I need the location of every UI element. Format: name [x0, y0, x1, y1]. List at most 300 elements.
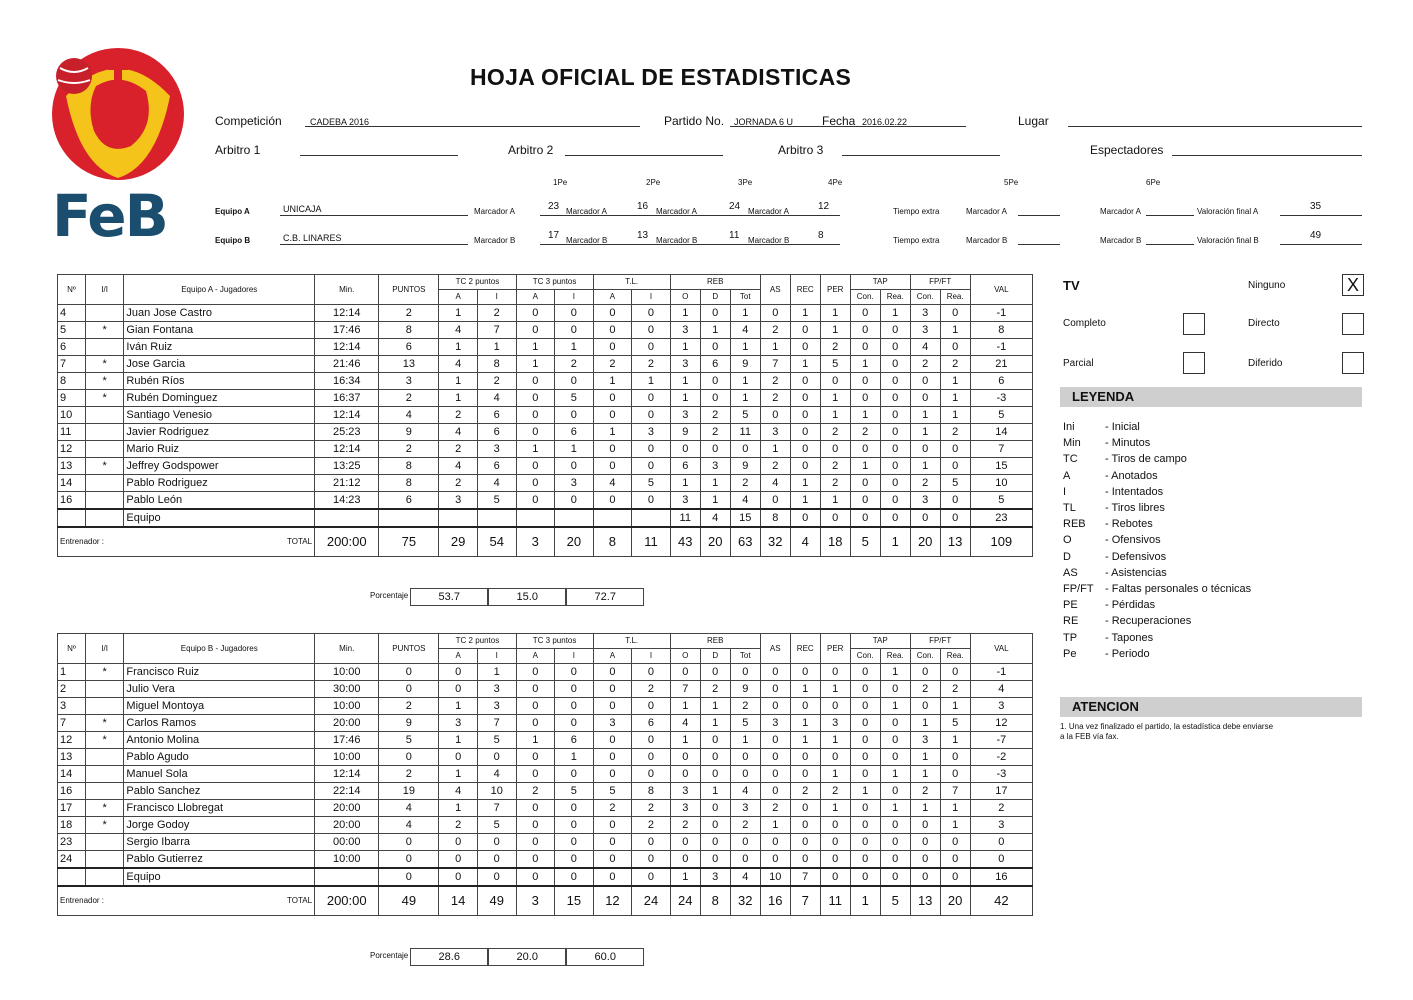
stat-cell: 4: [670, 715, 700, 732]
stat-cell: 3: [670, 407, 700, 424]
stat-cell: 1: [439, 732, 478, 749]
stat-cell: 13:25: [315, 458, 379, 475]
scoreA-2: 16: [637, 201, 649, 212]
completo-checkbox[interactable]: [1183, 313, 1205, 335]
stat-cell: 9: [730, 458, 760, 475]
legend-value: - Anotados: [1105, 469, 1158, 482]
player-name: Javier Rodriguez: [124, 424, 315, 441]
valoracionA-value: 35: [1310, 201, 1322, 212]
stat-cell: 0: [850, 851, 880, 869]
marcadorA-label-6: Marcador A: [1100, 207, 1141, 216]
stat-cell: 2: [555, 356, 594, 373]
pct-tc3-b: 20.0: [488, 948, 566, 966]
parcial-checkbox[interactable]: [1183, 352, 1205, 374]
stat-cell: 6: [670, 458, 700, 475]
total-cell: 63: [730, 527, 760, 557]
stat-cell: [85, 834, 124, 851]
stat-cell: 0: [790, 834, 820, 851]
stat-cell: 0: [760, 783, 790, 800]
stat-cell: 7: [477, 800, 516, 817]
stat-cell: [477, 509, 516, 527]
stat-cell: 0: [850, 698, 880, 715]
stat-cell: 0: [593, 390, 632, 407]
stat-cell: 3: [477, 698, 516, 715]
diferido-checkbox[interactable]: [1342, 352, 1364, 374]
subcol-6: O: [670, 649, 700, 664]
total-row: [58, 886, 1033, 916]
stat-cell: 0: [593, 817, 632, 834]
stat-cell: 11: [730, 424, 760, 441]
total-cell: 13: [940, 527, 970, 557]
stat-cell: 5: [970, 407, 1032, 424]
player-name: Pablo León: [124, 492, 315, 510]
stat-cell: 3: [58, 698, 86, 715]
stat-cell: 0: [439, 664, 478, 681]
stat-cell: 0: [555, 715, 594, 732]
stat-cell: 3: [379, 373, 439, 390]
stat-cell: 5: [58, 322, 86, 339]
stat-cell: 0: [730, 851, 760, 869]
stat-cell: 2: [940, 356, 970, 373]
arbitro1-label: Arbitro 1: [215, 143, 261, 157]
stat-cell: 2: [700, 407, 730, 424]
stat-cell: [58, 868, 86, 886]
stat-cell: 2: [700, 424, 730, 441]
stat-cell: 13: [58, 749, 86, 766]
stat-cell: [85, 424, 124, 441]
player-name: Antonio Molina: [124, 732, 315, 749]
stat-cell: 3: [555, 475, 594, 492]
stat-cell: 1: [910, 766, 940, 783]
stat-cell: 4: [439, 356, 478, 373]
stat-cell: [85, 698, 124, 715]
stat-cell: 1: [820, 322, 850, 339]
player-name: Pablo Agudo: [124, 749, 315, 766]
stat-cell: 7: [58, 356, 86, 373]
subcol-11: Con.: [910, 290, 940, 305]
stat-cell: 0: [700, 851, 730, 869]
stat-cell: 1: [910, 407, 940, 424]
stat-cell: 1: [760, 339, 790, 356]
stat-cell: 1: [760, 441, 790, 458]
subcol-5: I: [632, 290, 671, 305]
espectadores-label: Espectadores: [1090, 143, 1164, 157]
team-a-percentages: [370, 588, 644, 606]
stat-cell: [379, 509, 439, 527]
stat-cell: [85, 509, 124, 527]
legend-key: REB: [1063, 518, 1086, 531]
stat-cell: 6: [555, 424, 594, 441]
stat-cell: 0: [880, 390, 910, 407]
total-cell: 20: [555, 527, 594, 557]
legend-value: - Pérdidas: [1105, 599, 1156, 612]
stat-cell: 1: [670, 868, 700, 886]
stat-cell: 0: [850, 390, 880, 407]
stat-cell: 1: [910, 715, 940, 732]
stat-cell: 1: [790, 732, 820, 749]
player-row: [58, 458, 1033, 475]
stat-cell: 6: [632, 715, 671, 732]
pct-tc2-a: 53.7: [410, 588, 488, 606]
stat-cell: 0: [555, 681, 594, 698]
player-row: [58, 373, 1033, 390]
player-row: [58, 715, 1033, 732]
stat-cell: 0: [516, 458, 555, 475]
stat-cell: 5: [632, 475, 671, 492]
stat-cell: 0: [760, 851, 790, 869]
col-tl: T.L.: [593, 634, 670, 649]
stat-cell: 13: [58, 458, 86, 475]
stat-cell: 11: [58, 424, 86, 441]
stat-cell: 0: [477, 868, 516, 886]
stat-cell: 0: [820, 834, 850, 851]
player-row: [58, 749, 1033, 766]
stat-cell: 0: [880, 834, 910, 851]
fecha-label: Fecha: [822, 114, 856, 128]
total-cell: 7: [790, 886, 820, 916]
equipoA-name: UNICAJA: [283, 204, 322, 214]
stat-cell: 1: [58, 664, 86, 681]
stat-cell: 7: [477, 715, 516, 732]
stat-cell: 3: [760, 424, 790, 441]
player-row: [58, 868, 1033, 886]
stat-cell: 0: [632, 407, 671, 424]
stat-cell: 0: [555, 868, 594, 886]
stat-cell: 0: [555, 834, 594, 851]
stat-cell: 1: [940, 322, 970, 339]
legend-key: I: [1063, 485, 1067, 498]
stat-cell: 0: [477, 851, 516, 869]
stat-cell: 3: [593, 715, 632, 732]
stat-cell: 0: [880, 322, 910, 339]
stat-cell: 0: [940, 868, 970, 886]
stat-cell: *: [85, 800, 124, 817]
stat-cell: 4: [760, 475, 790, 492]
scoreA-3: 24: [729, 201, 741, 212]
stat-cell: 0: [555, 492, 594, 510]
directo-checkbox[interactable]: [1342, 313, 1364, 335]
valoracionB-value: 49: [1310, 230, 1322, 241]
player-row: [58, 817, 1033, 834]
stat-cell: 4: [439, 458, 478, 475]
stat-cell: 0: [632, 766, 671, 783]
legend-item: [1063, 486, 1163, 498]
stat-cell: 0: [790, 800, 820, 817]
stat-cell: 1: [439, 800, 478, 817]
stat-cell: 0: [593, 698, 632, 715]
stat-cell: 4: [379, 407, 439, 424]
subcol-0: A: [439, 290, 478, 305]
stat-cell: 0: [700, 664, 730, 681]
col-tap: TAP: [850, 275, 910, 290]
stat-cell: 2: [439, 817, 478, 834]
col-fpft: FP/FT: [910, 634, 970, 649]
total-cell: 11: [820, 886, 850, 916]
stat-cell: 23: [58, 834, 86, 851]
stat-cell: 5: [555, 783, 594, 800]
stat-cell: 1: [910, 458, 940, 475]
legend-key: PE: [1063, 599, 1078, 612]
stat-cell: 6: [58, 339, 86, 356]
stat-cell: 2: [477, 305, 516, 322]
marcadorB-label-3: Marcador B: [656, 236, 698, 245]
stat-cell: 7: [760, 356, 790, 373]
stat-cell: 0: [516, 492, 555, 510]
stat-cell: 0: [850, 475, 880, 492]
stat-cell: 1: [700, 475, 730, 492]
period-4: 4Pe: [828, 178, 843, 187]
stat-cell: 3: [910, 305, 940, 322]
total-cell: 20: [700, 527, 730, 557]
stat-cell: 5: [820, 356, 850, 373]
stat-cell: 2: [760, 373, 790, 390]
stat-cell: 8: [477, 356, 516, 373]
col-tl: T.L.: [593, 275, 670, 290]
stat-cell: 0: [880, 475, 910, 492]
stat-cell: 2: [910, 356, 940, 373]
stat-cell: 0: [555, 373, 594, 390]
stat-cell: 0: [940, 492, 970, 510]
stat-cell: [593, 509, 632, 527]
subcol-2: A: [516, 290, 555, 305]
total-cell: 12: [593, 886, 632, 916]
stat-cell: 4: [439, 424, 478, 441]
stat-cell: 21:46: [315, 356, 379, 373]
stat-cell: [439, 509, 478, 527]
player-name: Santiago Venesio: [124, 407, 315, 424]
marcadorA-label-3: Marcador A: [656, 207, 697, 216]
player-name: Francisco Llobregat: [124, 800, 315, 817]
stat-cell: 0: [850, 732, 880, 749]
partido-label: Partido No.: [664, 114, 725, 128]
stat-cell: 0: [910, 373, 940, 390]
player-name: Manuel Sola: [124, 766, 315, 783]
stat-cell: [85, 681, 124, 698]
player-row: [58, 322, 1033, 339]
player-name: Francisco Ruiz: [124, 664, 315, 681]
stat-cell: 0: [555, 458, 594, 475]
stat-cell: 0: [790, 424, 820, 441]
period-5: 5Pe: [1004, 178, 1019, 187]
stat-cell: 7: [670, 681, 700, 698]
stat-cell: 2: [760, 458, 790, 475]
player-name: Jose Garcia: [124, 356, 315, 373]
player-name: Iván Ruiz: [124, 339, 315, 356]
stat-cell: [85, 339, 124, 356]
stat-cell: 6: [555, 732, 594, 749]
stat-cell: 4: [379, 800, 439, 817]
ninguno-checkbox[interactable]: X: [1342, 274, 1364, 296]
stat-cell: 0: [593, 339, 632, 356]
completo-label: Completo: [1063, 318, 1106, 329]
stat-cell: 0: [670, 766, 700, 783]
stat-cell: 0: [555, 851, 594, 869]
stat-cell: [85, 441, 124, 458]
player-row: [58, 356, 1033, 373]
stat-cell: 1: [820, 407, 850, 424]
stat-cell: 0: [790, 766, 820, 783]
col-tap: TAP: [850, 634, 910, 649]
col-puntos: PUNTOS: [379, 275, 439, 305]
stat-cell: 0: [516, 664, 555, 681]
stat-cell: 12:14: [315, 407, 379, 424]
stat-cell: 10: [477, 783, 516, 800]
stat-cell: 0: [880, 851, 910, 869]
stat-cell: 5: [593, 783, 632, 800]
stat-cell: 1: [940, 732, 970, 749]
player-row: [58, 664, 1033, 681]
stat-cell: 1: [790, 356, 820, 373]
stat-cell: 1: [477, 664, 516, 681]
stat-cell: 8: [970, 322, 1032, 339]
player-row: [58, 732, 1033, 749]
stat-cell: 0: [670, 851, 700, 869]
total-cell: 1: [850, 886, 880, 916]
stat-cell: 0: [632, 749, 671, 766]
stat-cell: [85, 492, 124, 510]
subcol-11: Con.: [910, 649, 940, 664]
parcial-label: Parcial: [1063, 358, 1094, 369]
stat-cell: 0: [700, 373, 730, 390]
stat-cell: 3: [670, 800, 700, 817]
stat-cell: 1: [820, 681, 850, 698]
pct-tc2-b: 28.6: [410, 948, 488, 966]
legend-item: [1063, 502, 1165, 514]
stat-cell: 7: [790, 868, 820, 886]
stat-cell: 0: [555, 817, 594, 834]
stat-cell: 4: [730, 868, 760, 886]
stat-cell: 17:46: [315, 732, 379, 749]
player-name: Equipo: [124, 868, 315, 886]
stat-cell: 1: [850, 407, 880, 424]
scoreA-1: 23: [548, 201, 560, 212]
stat-cell: 0: [820, 441, 850, 458]
feb-logo-text: FeB: [52, 182, 167, 250]
stat-cell: 12: [58, 441, 86, 458]
stat-cell: 0: [790, 664, 820, 681]
stat-cell: 0: [593, 681, 632, 698]
stat-cell: 0: [700, 766, 730, 783]
subcol-5: I: [632, 649, 671, 664]
stat-cell: 13: [379, 356, 439, 373]
stat-cell: 0: [910, 868, 940, 886]
col-tc2: TC 2 puntos: [439, 275, 516, 290]
stat-cell: 4: [58, 305, 86, 322]
stat-cell: 1: [940, 390, 970, 407]
stat-cell: 1: [730, 732, 760, 749]
stat-cell: 0: [632, 458, 671, 475]
total-label: TOTAL: [287, 896, 313, 905]
header-row: [58, 275, 1033, 290]
stat-cell: 3: [910, 732, 940, 749]
stat-cell: 1: [555, 339, 594, 356]
stat-cell: 6: [477, 458, 516, 475]
stat-cell: 0: [477, 834, 516, 851]
legend-value: - Recuperaciones: [1105, 615, 1192, 628]
stat-cell: [85, 868, 124, 886]
stat-cell: 8: [379, 475, 439, 492]
legend-key: Ini: [1063, 421, 1075, 433]
stat-cell: 0: [516, 698, 555, 715]
stat-cell: 16: [58, 783, 86, 800]
stat-cell: 0: [880, 681, 910, 698]
player-row: [58, 681, 1033, 698]
subcol-6: O: [670, 290, 700, 305]
stat-cell: 2: [379, 766, 439, 783]
legend-value: - Inicial: [1105, 421, 1140, 433]
stat-cell: 0: [379, 868, 439, 886]
stat-cell: 0: [730, 749, 760, 766]
stat-cell: 1: [730, 339, 760, 356]
stat-cell: 0: [790, 458, 820, 475]
subcol-7: D: [700, 649, 730, 664]
stat-cell: 1: [439, 339, 478, 356]
stat-cell: 1: [670, 475, 700, 492]
stat-cell: 0: [880, 715, 910, 732]
stat-cell: 0: [632, 305, 671, 322]
total-cell: 49: [477, 886, 516, 916]
stat-cell: 2: [910, 783, 940, 800]
stat-cell: 4: [477, 766, 516, 783]
subcol-9: Con.: [850, 649, 880, 664]
total-cell: 24: [670, 886, 700, 916]
equipoB-label: Equipo B: [215, 236, 251, 245]
stat-cell: 15: [970, 458, 1032, 475]
subcol-8: Tot: [730, 290, 760, 305]
player-row: [58, 407, 1033, 424]
stat-cell: 9: [379, 424, 439, 441]
stat-cell: 0: [790, 339, 820, 356]
stat-cell: [315, 509, 379, 527]
stat-cell: 0: [632, 441, 671, 458]
stat-cell: 0: [850, 766, 880, 783]
marcadorB-label-6: Marcador B: [1100, 236, 1142, 245]
stat-cell: 1: [730, 305, 760, 322]
stat-cell: 17:46: [315, 322, 379, 339]
legend-item: [1063, 518, 1153, 530]
stat-cell: 0: [593, 664, 632, 681]
stat-cell: [85, 749, 124, 766]
stat-cell: 0: [555, 698, 594, 715]
stat-cell: 0: [940, 749, 970, 766]
stat-cell: 0: [850, 681, 880, 698]
player-name: Jorge Godoy: [124, 817, 315, 834]
stat-cell: 0: [700, 817, 730, 834]
stat-cell: 0: [880, 783, 910, 800]
total-cell: 49: [379, 886, 439, 916]
stat-cell: 2: [910, 681, 940, 698]
stat-cell: 3: [670, 322, 700, 339]
stat-cell: 0: [910, 441, 940, 458]
stat-cell: 0: [555, 766, 594, 783]
stat-cell: 0: [850, 749, 880, 766]
legend-key: TP: [1063, 631, 1078, 644]
stat-cell: 18: [58, 817, 86, 834]
stat-cell: 2: [760, 322, 790, 339]
player-row: [58, 339, 1033, 356]
stat-cell: 24: [58, 851, 86, 869]
porcentaje-label-a: Porcentaje: [370, 591, 409, 600]
stat-cell: 1: [880, 664, 910, 681]
stat-cell: 8: [58, 373, 86, 390]
stat-cell: 17: [58, 800, 86, 817]
player-row: [58, 834, 1033, 851]
stat-cell: 1: [730, 373, 760, 390]
player-name: Miguel Montoya: [124, 698, 315, 715]
stat-cell: 12:14: [315, 339, 379, 356]
stat-cell: 0: [632, 322, 671, 339]
stat-cell: [315, 868, 379, 886]
